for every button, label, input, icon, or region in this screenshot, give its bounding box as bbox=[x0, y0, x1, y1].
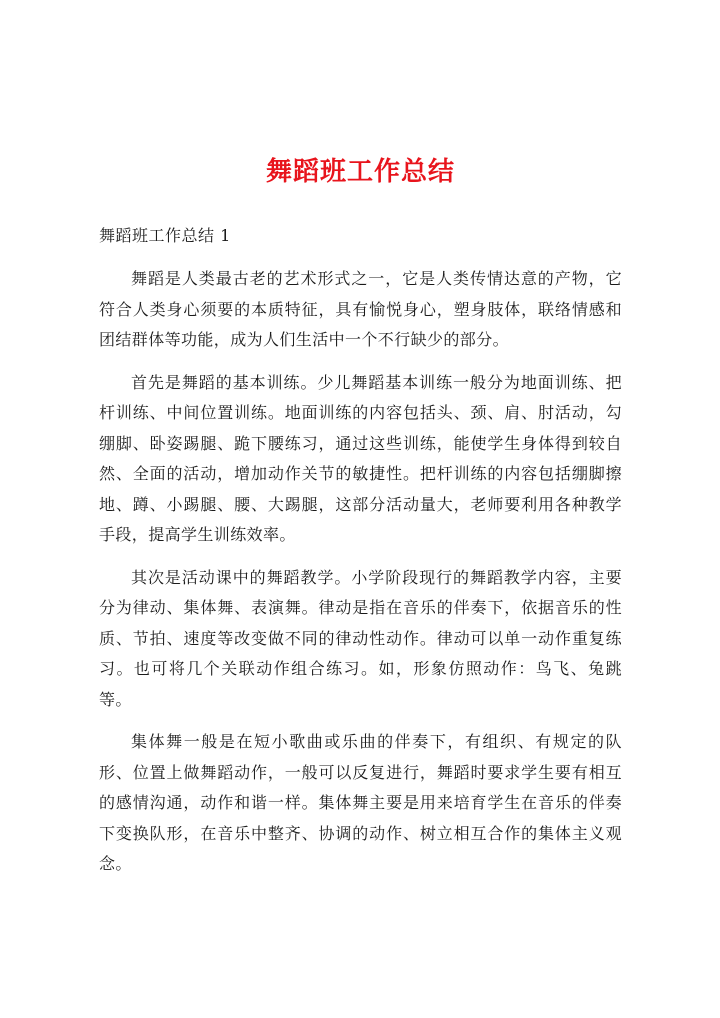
section-heading: 舞蹈班工作总结 1 bbox=[99, 226, 231, 245]
paragraph-1: 舞蹈是人类最古老的艺术形式之一，它是人类传情达意的产物，它符合人类身心须要的本质特征，具有愉悦身心，塑身肢体，联络情感和团结群体等功能，成为人们生活中一个不行缺少的部分。 bbox=[99, 269, 622, 349]
document-title: 舞蹈班工作总结 bbox=[265, 157, 455, 187]
paragraph-2: 首先是舞蹈的基本训练。少儿舞蹈基本训练一般分为地面训练、把杆训练、中间位置训练。地面训练的内容包括头、颈、肩、肘活动，勾绷脚、卧姿踢腿、跪下腰练习，通过这些训练，能使学生身体得到较自然、全面的活动，增加动作关节的敏捷性。把杆训练的内容包括绷脚擦地、蹲、小踢腿、腰、大踢腿，这部分活动量大，老师要利用各种教学手段，提高学生训练效率。 bbox=[99, 372, 622, 544]
paragraph-3: 其次是活动课中的舞蹈教学。小学阶段现行的舞蹈教学内容，主要分为律动、集体舞、表演舞。律动是指在音乐的伴奏下，依据音乐的性质、节拍、速度等改变做不同的律动性动作。律动可以单一动作重复练习。也可将几个关联动作组合练习。如，形象仿照动作：鸟飞、兔跳等。 bbox=[99, 567, 622, 709]
paragraph-4: 集体舞一般是在短小歌曲或乐曲的伴奏下，有组织、有规定的队形、位置上做舞蹈动作，一般可以反复进行，舞蹈时要求学生要有相互的感情沟通，动作和谐一样。集体舞主要是用来培育学生在音乐的伴奏下变换队形，在音乐中整齐、协调的动作、树立相互合作的集体主义观念。 bbox=[99, 732, 622, 873]
